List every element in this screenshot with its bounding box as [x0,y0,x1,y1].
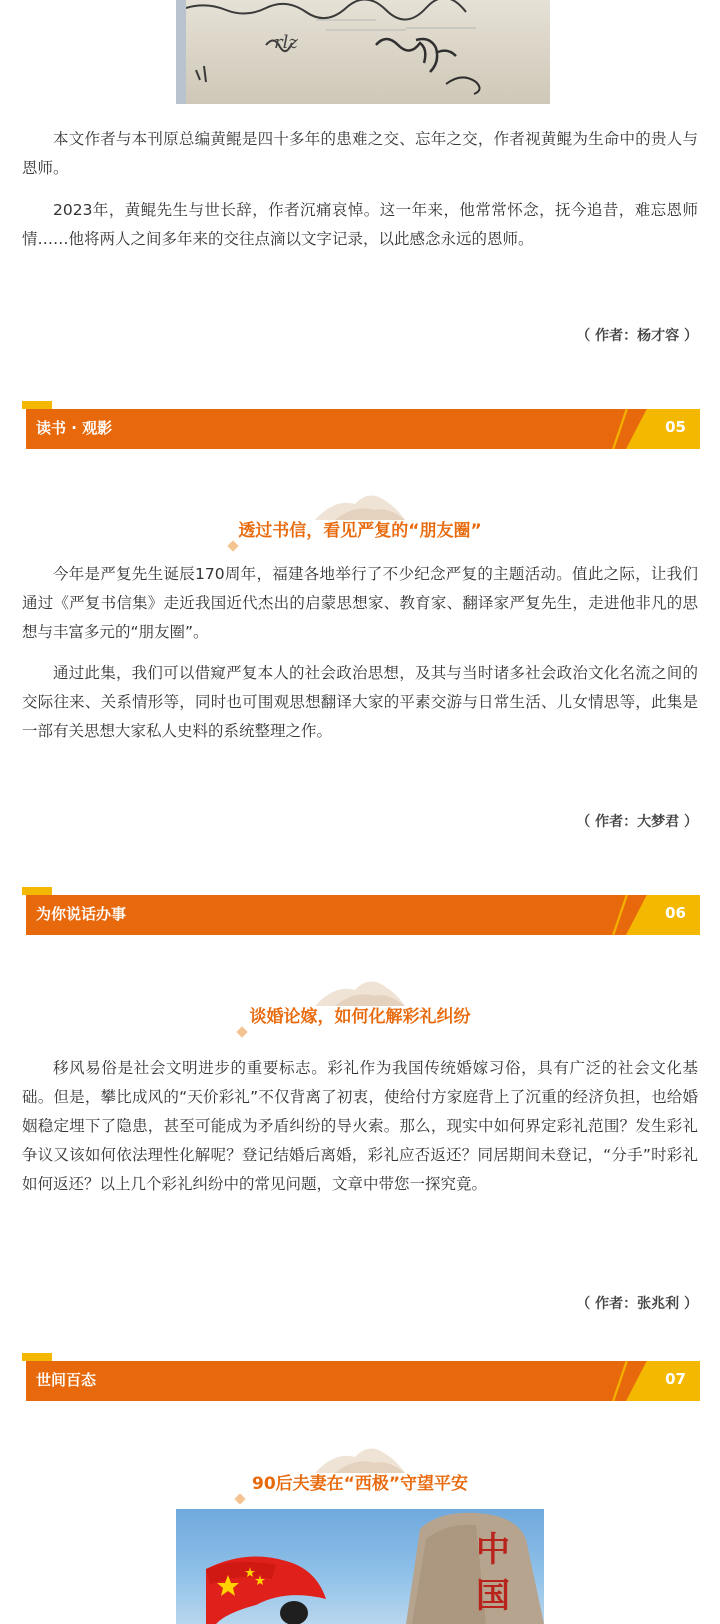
section-label: 为你说话办事 [36,905,127,923]
flag-rock-image [176,1509,544,1624]
article-photo[interactable] [176,1509,544,1624]
section-label: 读书 · 观影 [36,419,113,437]
article-paragraph: 移风易俗是社会文明进步的重要标志。彩礼作为我国传统婚嫁习俗，具有广泛的社会文化基础。但是，攀比成风的“天价彩礼”不仅背离了初衷，使给付方家庭背上了沉重的经济负担，也给婚姻稳定埋下了隐患，甚至可能成为矛盾纠纷的导火索。那么，现实中如何界定彩礼范围？发生彩礼争议又该如何依法理性化解呢？登记结婚后离婚，彩礼应否返还？同居期间未登记，“分手”时彩礼如何返还？以上几个彩礼纠纷中的常见问题，文章中带您一探究竟。 [22,1059,698,1193]
diamond-icon [236,1026,247,1037]
author-credit-1: （ 作者：杨才容 ） [576,328,698,344]
diamond-icon [227,540,238,551]
letter-photo [176,0,550,104]
svg-text:国: 国 [476,1576,510,1616]
article-paragraph: 今年是严复先生诞辰170周年，福建各地举行了不少纪念严复的主题活动。值此之际，让我们通过《严复书信集》走近我国近代杰出的启蒙思想家、教育家、翻译家严复先生，走进他非凡的思想与丰富多元的“朋友圈”。 [22,565,698,641]
author-credit-3: （ 作者：张兆利 ） [576,1296,698,1312]
section-number: 05 [665,418,686,436]
article-title-text: 谈婚论嫁，如何化解彩礼纠纷 [249,1007,471,1027]
article-title-text: 90后夫妻在“西极”守望平安 [251,1474,468,1494]
section-number: 06 [665,904,686,922]
author-credit-2: （ 作者：大梦君 ） [576,814,698,830]
section-banner-06 [22,893,700,935]
intro-paragraph-1: 本文作者与本刊原总编黄鲲是四十多年的患难之交、忘年之交，作者视黄鲲为生命中的贵人与恩师。 [22,130,698,177]
diamond-icon [234,1493,245,1504]
section-number: 07 [665,1370,686,1388]
handwriting-image [176,0,550,104]
article-paragraph: 通过此集，我们可以借窥严复本人的社会政治思想，及其与当时诸多社会政治文化名流之间的交际往来、关系情形等，同时也可围观思想翻译大家的平素交游与日常生活、儿女情思等，此集是一部有关思想大家私人史料的系统整理之作。 [22,664,698,740]
svg-text:rlz: rlz [274,32,298,53]
carved-text: 中 [476,1530,510,1570]
section-label: 世间百态 [36,1371,97,1389]
intro-paragraph-2: 2023年，黄鲲先生与世长辞，作者沉痛哀悼。这一年来，他常常怀念，抚今追昔，难忘恩师情……他将两人之间多年来的交往点滴以文字记录，以此感念永远的恩师。 [22,201,698,248]
section-banner-05 [22,407,700,449]
article-title-text: 透过书信，看见严复的“朋友圈” [238,521,482,541]
section-banner-07 [22,1359,700,1401]
